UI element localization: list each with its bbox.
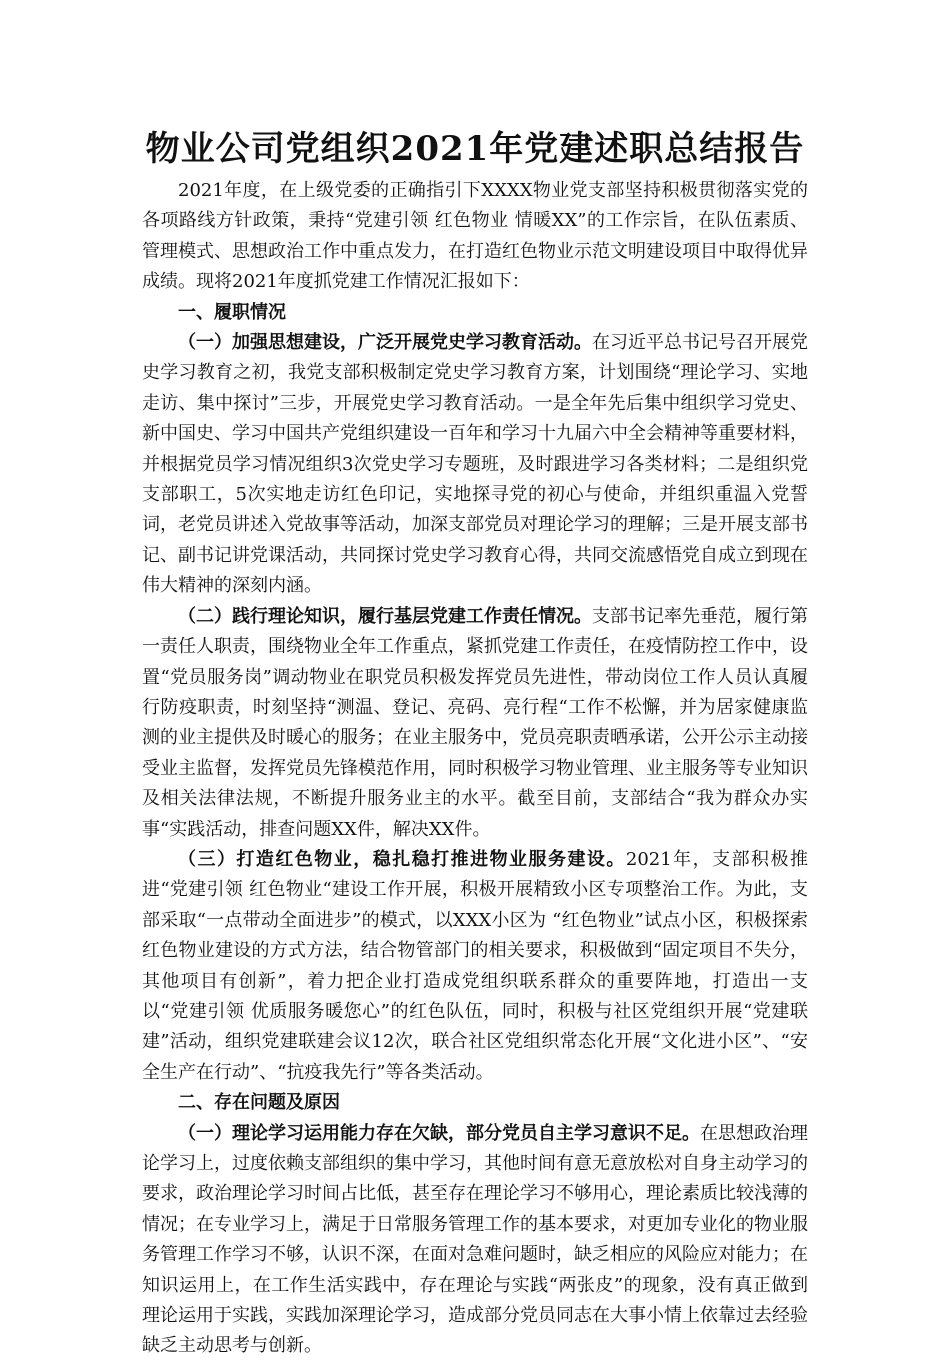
problem-item-1-lead: （一）理论学习运用能力存在欠缺，部分党员自主学习意识不足。 <box>178 1122 700 1144</box>
duty-item-2 <box>142 602 808 845</box>
section-heading-problems: 二、存在问题及原因 <box>178 1092 340 1114</box>
duty-item-3-body: 2021年，支部积极推进“党建引领 红色物业“建设工作开展，积极开展精致小区专项整治工作。为此，支部采取“一点带动全面进步”的模式，以XXX小区为 “红色物业”试点小区，积极探索红色物业建设的方式方法，结合物管部门的相关要求，积极做到“固定项目不失分，其他项目有创新”，着力把企业打造成党组织联系群众的重要阵地，打造出一支以“党建引领 优质服务暖您心”的红色队伍，同时，积极与社区党组织开展“党建联建”活动，组织党建联建会议12次，联合社区党组织常态化开展“文化进小区”、“安全生产在行动”、“抗疫我先行”等各类活动。 <box>142 848 808 1083</box>
duty-item-3-lead: （三）打造红色物业，稳扎稳打推进物业服务建设。 <box>178 848 626 870</box>
document-title: 物业公司党组织2021年党建述职总结报告 <box>145 129 805 169</box>
section-heading-duties: 一、履职情况 <box>178 301 286 323</box>
problem-item-1 <box>142 1119 808 1362</box>
duty-item-1-lead: （一）加强思想建设，广泛开展党史学习教育活动。 <box>178 332 592 354</box>
problem-item-1-body: 在思想政治理论学习上，过度依赖支部组织的集中学习，其他时间有意无意放松对自身主动学习的要求，政治理论学习时间占比低，甚至存在理论学习不够用心，理论素质比较浅薄的情况；在专业学习上，满足于日常服务管理工作的基本要求，对更加专业化的物业服务管理工作学习不够，认识不深，在面对急难问题时，缺乏相应的风险应对能力；在知识运用上，在工作生活实践中，存在理论与实践“两张皮”的现象，没有真正做到理论运用于实践，实践加深理论学习，造成部分党员同志在大事小情上依靠过去经验缺乏主动思考与创新。 <box>142 1122 808 1357</box>
duty-item-2-body: 支部书记率先垂范，履行第一责任人职责，围绕物业全年工作重点，紧抓党建工作责任，在疫情防控工作中，设置“党员服务岗”调动物业在职党员积极发挥党员先进性，带动岗位工作人员认真履行防疫职责，时刻坚持“测温、登记、亮码、亮行程“工作不松懈，并为居家健康监测的业主提供及时暖心的服务；在业主服务中，党员亮职责晒承诺，公开公示主动接受业主监督，发挥党员先锋模范作用，同时积极学习物业管理、业主服务等专业知识及相关法律法规，不断提升服务业主的水平。截至目前，支部结合“我为群众办实事“实践活动，排查问题XX件，解决XX件。 <box>142 605 808 840</box>
duty-item-2-lead: （二）践行理论知识，履行基层党建工作责任情况。 <box>178 605 592 627</box>
duty-item-1-body: 在习近平总书记号召开展党史学习教育之初，我党支部积极制定党史学习教育方案，计划围绕“理论学习、实地走访、集中探讨”三步，开展党史学习教育活动。一是全年先后集中组织学习党史、新中国史、学习中国共产党组织建设一百年和学习十九届六中全会精神等重要材料，并根据党员学习情况组织3次党史学习专题班，及时跟进学习各类材料；二是组织党支部职工，5次实地走访红色印记，实地探寻党的初心与使命，并组织重温入党誓词，老党员讲述入党故事等活动，加深支部党员对理论学习的理解；三是开展支部书记、副书记讲党课活动，共同探讨党史学习教育心得，共同交流感悟党自成立到现在伟大精神的深刻内涵。 <box>142 332 808 597</box>
intro-paragraph: 2021年度，在上级党委的正确指引下XXXX物业党支部坚持积极贯彻落实党的各项路线方针政策，秉持“党建引领 红色物业 情暖XX”的工作宗旨，在队伍素质、管理模式、思想政治工作中重点发力，在打造红色物业示范文明建设项目中取得优异成绩。现将2021年度抓党建工作情况汇报如下： <box>142 180 808 293</box>
duty-item-3 <box>142 845 808 1088</box>
duty-item-1 <box>142 328 808 602</box>
